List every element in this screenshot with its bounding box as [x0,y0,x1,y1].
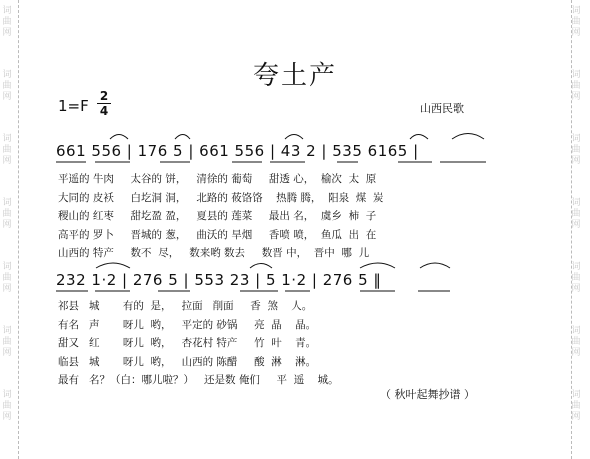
watermark-text: 词 曲 网 [2,6,12,38]
watermark-text: 词 曲 网 [2,198,12,230]
lyric-line: 山西的 特产 数不 尽， 数来哟 数去 数晋 中， 晋中 哪 儿 [58,247,370,259]
watermark-text: 词 曲 网 [571,6,581,38]
watermark-text: 词 曲 网 [571,134,581,166]
lyric-line: 大同的 皮袄 白圪洞 洞， 北路的 莜饹饹 热腾 腾， 阳泉 煤 炭 [58,191,384,204]
lyric-line: 有名 声 呀儿 哟， 平定的 砂锅 亮 晶 晶。 [58,318,317,331]
slur-mark [110,135,128,140]
slur-mark [285,135,303,140]
notation-line-2: 232 1·2 | 276 5 | 553 23 | 5 1·2 | 276 5 ‖ [56,271,382,289]
watermark-text: 词 曲 网 [571,70,581,102]
lyric-line: 稷山的 红枣 甜圪盈 盈， 夏县的 莲菜 最出 名， 虞乡 柿 子 [58,210,377,222]
transcriber-credit: （ 秋叶起舞抄谱 ） [380,388,475,401]
watermark-text: 词 曲 网 [571,390,581,422]
slur-mark [452,134,484,140]
watermark-text: 词 曲 网 [2,134,12,166]
watermark-text: 词 曲 网 [571,262,581,294]
lyric-line: 最有 名？（白：哪儿啦？） 还是数 俺们 平 遥 城。 [58,374,339,386]
key-signature: 1=F [58,97,89,115]
lyric-line: 平遥的 牛肉 太谷的 饼， 清徐的 葡萄 甜透 心， 榆次 太 原 [58,173,377,185]
slur-mark [175,135,190,140]
slur-mark [250,264,272,269]
watermark-text: 词 曲 网 [2,262,12,294]
slur-mark [360,263,395,268]
slur-mark [420,263,450,268]
watermark-text: 词 曲 网 [2,326,12,358]
watermark-text: 词 曲 网 [2,390,12,422]
song-source: 山西民歌 [420,102,464,115]
time-signature-top: 2 [99,89,109,103]
time-signature-bottom: 4 [99,104,109,118]
slur-mark [410,135,428,140]
slur-mark [96,263,130,268]
notation-line-1: 661 556 | 176 5 | 661 556 | 43 2 | 535 6165 | [56,142,419,160]
lyric-line: 甜又 红 呀儿 哟， 杏花村 特产 竹 叶 青。 [58,337,317,349]
lyric-line: 祁县 城 有的 是， 拉面 削面 香 煞 人。 [58,300,313,312]
song-title: 夸土产 [252,61,337,91]
lyric-line: 高平的 罗卜 晋城的 葱， 曲沃的 旱烟 香喷 喷， 鱼瓜 出 在 [58,228,377,241]
lyric-line: 临县 城 呀儿 哟， 山西的 陈醋 酸 淋 淋。 [58,355,317,368]
watermark-text: 词 曲 网 [571,198,581,230]
watermark-text: 词 曲 网 [2,70,12,102]
watermark-text: 词 曲 网 [571,326,581,358]
